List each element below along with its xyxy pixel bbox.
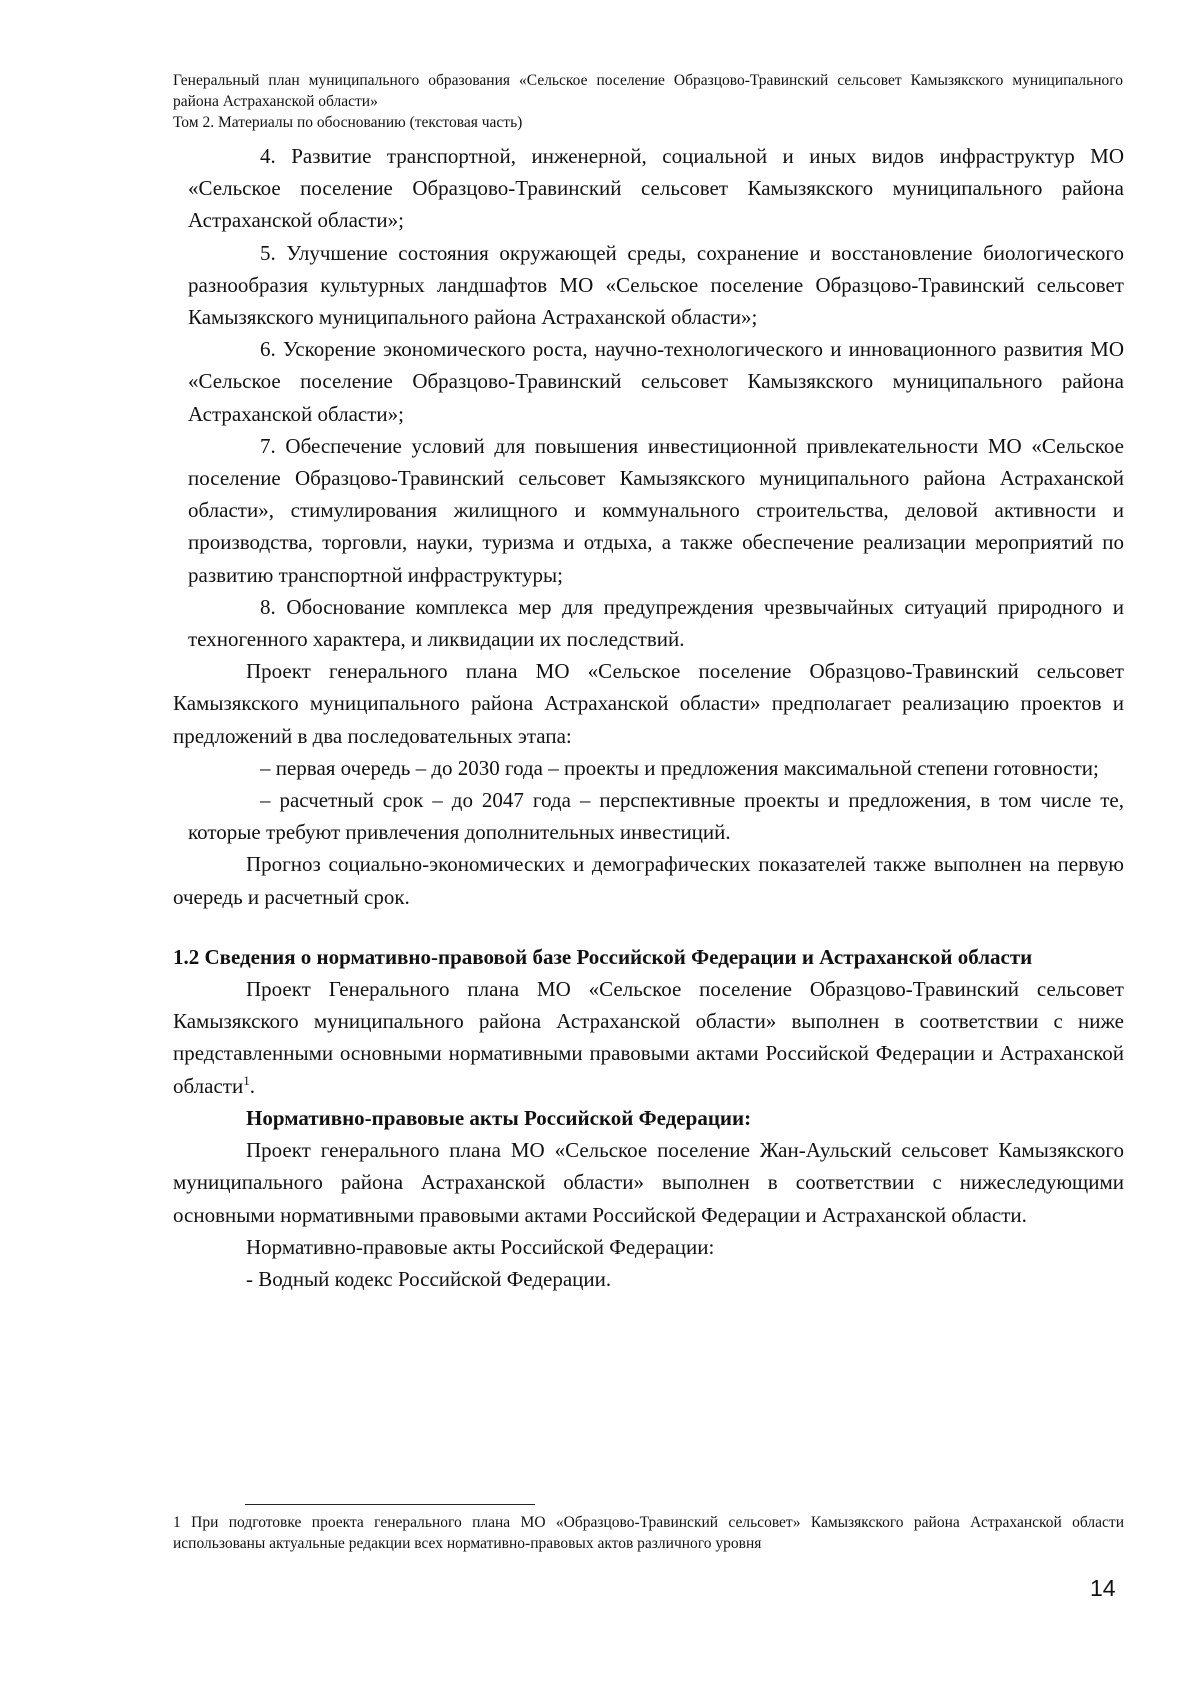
header-volume: Том 2. Материалы по обоснованию (текстовая часть) bbox=[173, 114, 523, 131]
list-item-6: 6. Ускорение экономического роста, научно-технологического и инновационного развития МО «Сельское поселение Образцово-Травинский сельсовет Камызякского муниципального района Астраханской области»; bbox=[188, 337, 1124, 426]
subheading-rf-acts: Нормативно-правовые акты Российской Федерации: bbox=[246, 1105, 752, 1130]
list-item-8: 8. Обоснование комплекса мер для предупреждения чрезвычайных ситуаций природного и техногенного характера, и ликвидации их последствий. bbox=[188, 594, 1124, 652]
list-item-5: 5. Улучшение состояния окружающей среды, сохранение и восстановление биологического разнообразия культурных ландшафтов МО «Сельское поселение Образцово-Травинский сельсовет Камызякского муниципального района Астраханской области»; bbox=[188, 240, 1124, 330]
section-heading: 1.2 Сведения о нормативно-правовой базе Российской Федерации и Астраханской области bbox=[173, 944, 1033, 969]
list-heading-rf-acts: Нормативно-правовые акты Российской Федерации: bbox=[246, 1234, 715, 1259]
paragraph-janaul: Проект генерального плана МО «Сельское поселение Жан-Аульский сельсовет Камызякского муниципального района Астраханской области» выполнен в соответствии с нижеследующими основными нормативными правовыми актами Российской Федерации и Астраханской области. bbox=[173, 1138, 1124, 1227]
list-item-7: 7. Обеспечение условий для повышения инвестиционной привлекательности МО «Сельское поселение Образцово-Травинский сельсовет Камызякского муниципального района Астраханской области», стимулирования жилищного и коммунального строительства, деловой активности и производства, торговли, науки, туризма и отдыха, а также обеспечение реализации мероприятий по развитию транспортной инфраструктуры; bbox=[188, 433, 1124, 587]
document-body bbox=[173, 140, 1124, 1295]
list-item-4: 4. Развитие транспортной, инженерной, социальной и иных видов инфраструктур МО «Сельское поселение Образцово-Травинский сельсовет Камызякского муниципального района Астраханской области»; bbox=[188, 144, 1124, 233]
paragraph-section-text: Проект Генерального плана МО «Сельское поселение Образцово-Травинский сельсовет Камызякского муниципального района Астраханской области» выполнен в соответствии с ниже представленными основными нормативными правовыми актами Российской Федерации и Астраханской области bbox=[173, 977, 1124, 1098]
paragraph-forecast: Прогноз социально-экономических и демографических показателей также выполнен на первую очередь и расчетный срок. bbox=[173, 852, 1124, 909]
paragraph-project-stages: Проект генерального плана МО «Сельское поселение Образцово-Травинский сельсовет Камызякского муниципального района Астраханской области» предполагает реализацию проектов и предложений в два последовательных этапа: bbox=[173, 659, 1124, 748]
stage-calculated: – расчетный срок – до 2047 года – перспективные проекты и предложения, в том числе те, которые требуют привлечения дополнительных инвестиций. bbox=[188, 788, 1124, 845]
header-title: Генеральный план муниципального образования «Сельское поселение Образцово-Травинский сельсовет Камызякского муниципального района Астраханской области» bbox=[173, 72, 1123, 110]
running-header bbox=[173, 70, 1123, 133]
footnote-reference: 1 bbox=[243, 1072, 250, 1088]
list-item-water-code: - Водный кодекс Российской Федерации. bbox=[246, 1266, 612, 1291]
stage-first: – первая очередь – до 2030 года – проекты и предложения максимальной степени готовности; bbox=[260, 755, 1099, 780]
footnote-separator bbox=[245, 1504, 535, 1505]
page-number: 14 bbox=[1090, 1575, 1116, 1601]
paragraph-section-intro bbox=[173, 973, 1124, 1102]
footnote: 1 При подготовке проекта генерального плана МО «Образцово-Травинский сельсовет» Камызякского района Астраханской области использованы актуальные редакции всех нормативно-правовых актов различного уровня bbox=[173, 1514, 1124, 1552]
paragraph-section-end: . bbox=[249, 1073, 255, 1098]
